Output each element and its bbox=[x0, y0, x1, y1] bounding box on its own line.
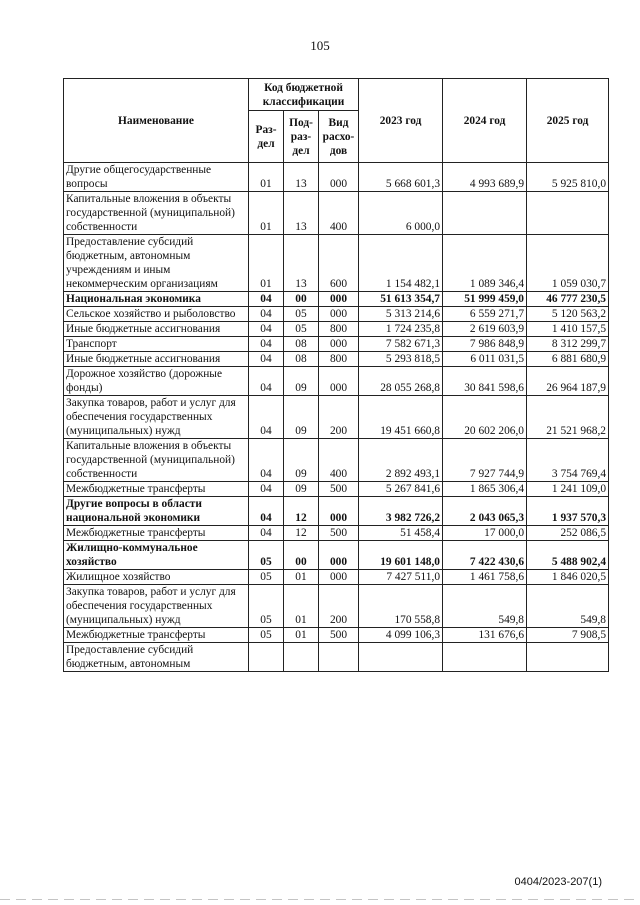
row-name: Капитальные вложения в объекты государственной (муниципальной) собственности bbox=[64, 192, 249, 235]
row-value-2023: 5 293 818,5 bbox=[359, 352, 443, 367]
table-row bbox=[64, 322, 609, 337]
row-section: 04 bbox=[249, 497, 284, 526]
row-subsection: 12 bbox=[284, 497, 319, 526]
row-subsection: 08 bbox=[284, 352, 319, 367]
row-expense-type: 400 bbox=[319, 192, 359, 235]
row-section: 01 bbox=[249, 235, 284, 292]
row-expense-type: 200 bbox=[319, 585, 359, 628]
row-value-2025: 6 881 680,9 bbox=[527, 352, 609, 367]
row-value-2023: 5 668 601,3 bbox=[359, 163, 443, 192]
row-expense-type: 000 bbox=[319, 541, 359, 570]
row-expense-type: 500 bbox=[319, 526, 359, 541]
row-section: 05 bbox=[249, 628, 284, 643]
row-name: Другие общегосударственные вопросы bbox=[64, 163, 249, 192]
table-row bbox=[64, 439, 609, 482]
table-row bbox=[64, 307, 609, 322]
table-body bbox=[64, 163, 609, 672]
table-row bbox=[64, 570, 609, 585]
row-value-2025: 5 488 902,4 bbox=[527, 541, 609, 570]
row-value-2025: 8 312 299,7 bbox=[527, 337, 609, 352]
table-row bbox=[64, 292, 609, 307]
row-section: 04 bbox=[249, 292, 284, 307]
header-name: Наименование bbox=[64, 79, 249, 163]
row-value-2023: 170 558,8 bbox=[359, 585, 443, 628]
row-value-2023: 51 458,4 bbox=[359, 526, 443, 541]
header-subsection: Под-раз-дел bbox=[284, 111, 319, 163]
row-name: Жилищно-коммунальное хозяйство bbox=[64, 541, 249, 570]
row-value-2025: 1 937 570,3 bbox=[527, 497, 609, 526]
table-row bbox=[64, 192, 609, 235]
row-section: 04 bbox=[249, 482, 284, 497]
row-name: Предоставление субсидий бюджетным, автономным bbox=[64, 643, 249, 672]
row-name: Иные бюджетные ассигнования bbox=[64, 322, 249, 337]
row-expense-type: 800 bbox=[319, 352, 359, 367]
row-subsection: 09 bbox=[284, 482, 319, 497]
row-value-2025: 7 908,5 bbox=[527, 628, 609, 643]
row-section: 04 bbox=[249, 367, 284, 396]
row-subsection: 01 bbox=[284, 570, 319, 585]
row-expense-type: 000 bbox=[319, 163, 359, 192]
row-name: Сельское хозяйство и рыболовство bbox=[64, 307, 249, 322]
header-expense-type: Вид расхо-дов bbox=[319, 111, 359, 163]
row-value-2023: 19 601 148,0 bbox=[359, 541, 443, 570]
row-subsection: 05 bbox=[284, 322, 319, 337]
row-subsection: 00 bbox=[284, 292, 319, 307]
table-row bbox=[64, 367, 609, 396]
row-section: 04 bbox=[249, 307, 284, 322]
row-subsection: 08 bbox=[284, 337, 319, 352]
row-value-2024 bbox=[443, 643, 527, 672]
row-expense-type: 500 bbox=[319, 482, 359, 497]
row-value-2025: 26 964 187,9 bbox=[527, 367, 609, 396]
row-value-2024: 549,8 bbox=[443, 585, 527, 628]
row-value-2024: 2 043 065,3 bbox=[443, 497, 527, 526]
row-expense-type: 500 bbox=[319, 628, 359, 643]
row-value-2025: 1 846 020,5 bbox=[527, 570, 609, 585]
row-expense-type: 000 bbox=[319, 307, 359, 322]
row-name: Предоставление субсидий бюджетным, автономным учреждениям и иным некоммерческим организациям bbox=[64, 235, 249, 292]
table-row bbox=[64, 396, 609, 439]
row-name: Межбюджетные трансферты bbox=[64, 628, 249, 643]
row-value-2024: 2 619 603,9 bbox=[443, 322, 527, 337]
row-expense-type: 000 bbox=[319, 570, 359, 585]
row-value-2023: 6 000,0 bbox=[359, 192, 443, 235]
row-value-2023: 1 154 482,1 bbox=[359, 235, 443, 292]
table-row bbox=[64, 628, 609, 643]
row-section: 05 bbox=[249, 585, 284, 628]
row-value-2025: 5 120 563,2 bbox=[527, 307, 609, 322]
table-row bbox=[64, 643, 609, 672]
row-value-2023: 51 613 354,7 bbox=[359, 292, 443, 307]
row-value-2023 bbox=[359, 643, 443, 672]
row-value-2023: 2 892 493,1 bbox=[359, 439, 443, 482]
row-value-2025 bbox=[527, 192, 609, 235]
row-name: Иные бюджетные ассигнования bbox=[64, 352, 249, 367]
row-value-2024 bbox=[443, 192, 527, 235]
row-subsection: 00 bbox=[284, 541, 319, 570]
header-section: Раз-дел bbox=[249, 111, 284, 163]
table-row bbox=[64, 541, 609, 570]
row-subsection: 01 bbox=[284, 585, 319, 628]
row-value-2024: 51 999 459,0 bbox=[443, 292, 527, 307]
row-expense-type: 600 bbox=[319, 235, 359, 292]
table-row bbox=[64, 352, 609, 367]
table-row bbox=[64, 482, 609, 497]
table-row bbox=[64, 497, 609, 526]
row-value-2023: 4 099 106,3 bbox=[359, 628, 443, 643]
row-value-2025: 549,8 bbox=[527, 585, 609, 628]
row-value-2024: 30 841 598,6 bbox=[443, 367, 527, 396]
row-value-2024: 131 676,6 bbox=[443, 628, 527, 643]
row-subsection: 09 bbox=[284, 396, 319, 439]
row-name: Дорожное хозяйство (дорожные фонды) bbox=[64, 367, 249, 396]
row-name: Капитальные вложения в объекты государственной (муниципальной) собственности bbox=[64, 439, 249, 482]
row-subsection: 13 bbox=[284, 235, 319, 292]
row-section: 05 bbox=[249, 570, 284, 585]
row-section: 04 bbox=[249, 352, 284, 367]
row-value-2024: 1 865 306,4 bbox=[443, 482, 527, 497]
row-section: 04 bbox=[249, 337, 284, 352]
row-expense-type: 200 bbox=[319, 396, 359, 439]
row-expense-type: 000 bbox=[319, 367, 359, 396]
row-expense-type: 000 bbox=[319, 497, 359, 526]
row-value-2025: 1 410 157,5 bbox=[527, 322, 609, 337]
row-name: Транспорт bbox=[64, 337, 249, 352]
row-value-2024: 1 461 758,6 bbox=[443, 570, 527, 585]
header-year-2025: 2025 год bbox=[527, 79, 609, 163]
row-value-2023: 1 724 235,8 bbox=[359, 322, 443, 337]
table-row bbox=[64, 337, 609, 352]
row-expense-type: 400 bbox=[319, 439, 359, 482]
row-name: Закупка товаров, работ и услуг для обеспечения государственных (муниципальных) нужд bbox=[64, 396, 249, 439]
row-name: Закупка товаров, работ и услуг для обеспечения государственных (муниципальных) нужд bbox=[64, 585, 249, 628]
row-value-2024: 4 993 689,9 bbox=[443, 163, 527, 192]
row-expense-type: 800 bbox=[319, 322, 359, 337]
row-value-2024: 6 559 271,7 bbox=[443, 307, 527, 322]
row-subsection: 13 bbox=[284, 163, 319, 192]
page-number: 105 bbox=[310, 38, 330, 53]
row-value-2024: 7 927 744,9 bbox=[443, 439, 527, 482]
row-value-2023: 5 313 214,6 bbox=[359, 307, 443, 322]
row-name: Жилищное хозяйство bbox=[64, 570, 249, 585]
table-row bbox=[64, 526, 609, 541]
row-subsection: 09 bbox=[284, 439, 319, 482]
row-value-2025: 5 925 810,0 bbox=[527, 163, 609, 192]
document-code: 0404/2023-207(1) bbox=[514, 876, 602, 888]
row-name: Национальная экономика bbox=[64, 292, 249, 307]
header-year-2023: 2023 год bbox=[359, 79, 443, 163]
row-name: Межбюджетные трансферты bbox=[64, 526, 249, 541]
row-value-2025 bbox=[527, 643, 609, 672]
row-value-2025: 46 777 230,5 bbox=[527, 292, 609, 307]
row-value-2023: 3 982 726,2 bbox=[359, 497, 443, 526]
row-value-2024: 20 602 206,0 bbox=[443, 396, 527, 439]
row-value-2025: 3 754 769,4 bbox=[527, 439, 609, 482]
table-row bbox=[64, 163, 609, 192]
row-expense-type: 000 bbox=[319, 292, 359, 307]
row-section: 04 bbox=[249, 526, 284, 541]
row-value-2024: 1 089 346,4 bbox=[443, 235, 527, 292]
row-subsection: 12 bbox=[284, 526, 319, 541]
row-subsection: 13 bbox=[284, 192, 319, 235]
scan-edge-artifact bbox=[0, 899, 640, 900]
row-subsection: 01 bbox=[284, 628, 319, 643]
row-section: 01 bbox=[249, 163, 284, 192]
row-value-2025: 1 241 109,0 bbox=[527, 482, 609, 497]
budget-table bbox=[63, 78, 609, 672]
row-subsection: 05 bbox=[284, 307, 319, 322]
row-value-2023: 28 055 268,8 bbox=[359, 367, 443, 396]
table-row bbox=[64, 585, 609, 628]
row-value-2025: 252 086,5 bbox=[527, 526, 609, 541]
row-value-2023: 7 427 511,0 bbox=[359, 570, 443, 585]
header-year-2024: 2024 год bbox=[443, 79, 527, 163]
row-section: 01 bbox=[249, 192, 284, 235]
row-subsection: 09 bbox=[284, 367, 319, 396]
row-value-2024: 17 000,0 bbox=[443, 526, 527, 541]
row-value-2023: 7 582 671,3 bbox=[359, 337, 443, 352]
row-name: Другие вопросы в области национальной экономики bbox=[64, 497, 249, 526]
row-section: 04 bbox=[249, 439, 284, 482]
header-code-group: Код бюджетной классификации bbox=[249, 79, 359, 111]
row-name: Межбюджетные трансферты bbox=[64, 482, 249, 497]
row-section: 04 bbox=[249, 396, 284, 439]
row-value-2025: 1 059 030,7 bbox=[527, 235, 609, 292]
row-expense-type bbox=[319, 643, 359, 672]
row-value-2024: 6 011 031,5 bbox=[443, 352, 527, 367]
row-section: 04 bbox=[249, 322, 284, 337]
row-value-2024: 7 422 430,6 bbox=[443, 541, 527, 570]
row-subsection bbox=[284, 643, 319, 672]
row-section: 05 bbox=[249, 541, 284, 570]
row-value-2025: 21 521 968,2 bbox=[527, 396, 609, 439]
row-value-2023: 5 267 841,6 bbox=[359, 482, 443, 497]
row-section bbox=[249, 643, 284, 672]
row-value-2023: 19 451 660,8 bbox=[359, 396, 443, 439]
table-row bbox=[64, 235, 609, 292]
row-expense-type: 000 bbox=[319, 337, 359, 352]
row-value-2024: 7 986 848,9 bbox=[443, 337, 527, 352]
